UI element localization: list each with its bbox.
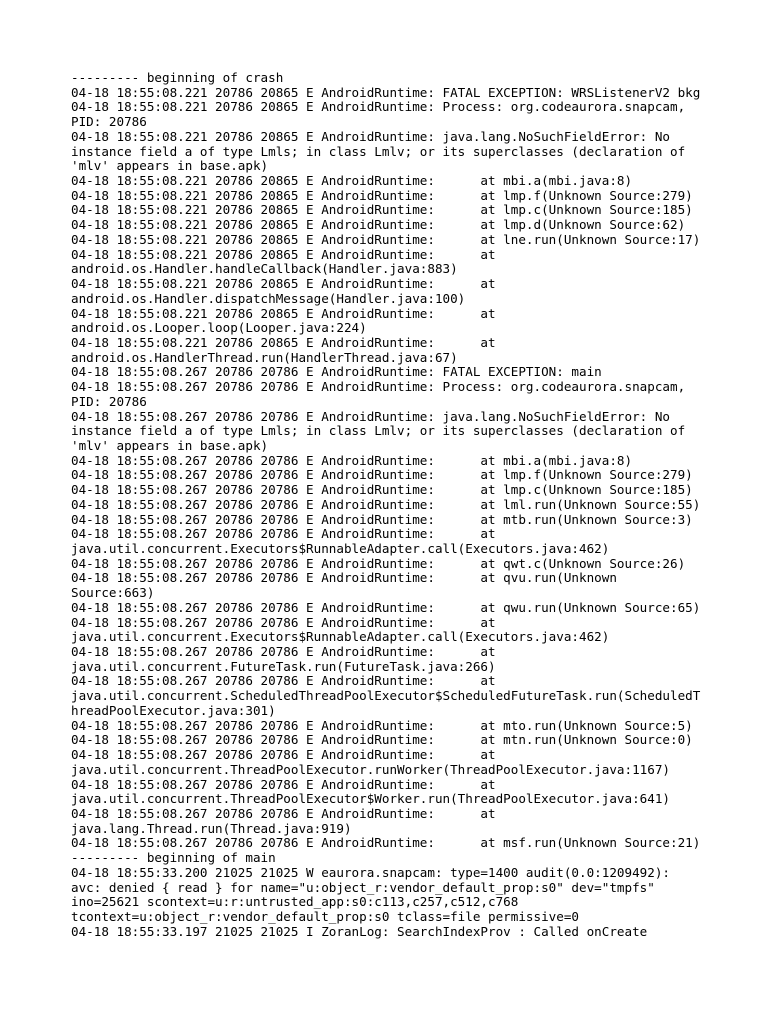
log-line: 04-18 18:55:08.221 20786 20865 E AndroidRuntime: java.lang.NoSuchFieldError: No xyxy=(71,128,670,144)
log-line: 04-18 18:55:33.200 21025 21025 W eaurora.snapcam: type=1400 audit(0.0:1209492): xyxy=(71,864,670,880)
log-line: 04-18 18:55:08.221 20786 20865 E AndroidRuntime: Process: org.codeaurora.snapcam, xyxy=(71,99,686,115)
log-line: java.util.concurrent.FutureTask.run(FutureTask.java:266) xyxy=(71,658,496,674)
log-line: PID: 20786 xyxy=(71,393,147,409)
log-line: 04-18 18:55:08.267 20786 20786 E AndroidRuntime: at mtn.run(Unknown Source:0) xyxy=(71,732,693,748)
log-line: java.util.concurrent.ThreadPoolExecutor.runWorker(ThreadPoolExecutor.java:1167) xyxy=(71,761,670,777)
log-line: java.util.concurrent.Executors$RunnableAdapter.call(Executors.java:462) xyxy=(71,541,610,556)
log-line: 04-18 18:55:08.267 20786 20786 E AndroidRuntime: FATAL EXCEPTION: main xyxy=(71,364,602,380)
log-line: avc: denied { read } for name="u:object_r:vendor_default_prop:s0" dev="tmpfs" xyxy=(71,879,655,895)
log-line: 04-18 18:55:08.267 20786 20786 E AndroidRuntime: at mbi.a(mbi.java:8) xyxy=(71,452,633,468)
log-line: 04-18 18:55:08.267 20786 20786 E AndroidRuntime: at lmp.f(Unknown Source:279) xyxy=(71,467,693,483)
log-line: java.lang.Thread.run(Thread.java:919) xyxy=(71,820,352,836)
log-line: android.os.Handler.dispatchMessage(Handler.java:100) xyxy=(71,290,466,306)
log-line: 04-18 18:55:08.221 20786 20865 E AndroidRuntime: FATAL EXCEPTION: WRSListenerV2 bkg xyxy=(71,84,701,100)
log-line: 04-18 18:55:08.267 20786 20786 E AndroidRuntime: at xyxy=(71,614,496,630)
log-line: 04-18 18:55:08.221 20786 20865 E AndroidRuntime: at xyxy=(71,276,496,292)
log-line: 04-18 18:55:08.221 20786 20865 E AndroidRuntime: at mbi.a(mbi.java:8) xyxy=(71,173,633,189)
log-line: 04-18 18:55:33.197 21025 21025 I ZoranLog: SearchIndexProv : Called onCreate xyxy=(71,923,648,939)
log-line: 04-18 18:55:08.221 20786 20865 E AndroidRuntime: at lne.run(Unknown Source:17) xyxy=(71,231,701,247)
log-line: android.os.Looper.loop(Looper.java:224) xyxy=(71,320,367,336)
log-line: 04-18 18:55:08.267 20786 20786 E AndroidRuntime: at qwu.run(Unknown Source:65) xyxy=(71,599,701,615)
log-line: 04-18 18:55:08.267 20786 20786 E AndroidRuntime: at xyxy=(71,747,496,763)
log-line: 04-18 18:55:08.267 20786 20786 E AndroidRuntime: at qvu.run(Unknown xyxy=(71,570,617,586)
log-document xyxy=(71,71,711,939)
log-line: 04-18 18:55:08.267 20786 20786 E AndroidRuntime: java.lang.NoSuchFieldError: No xyxy=(71,408,670,424)
log-line: 04-18 18:55:08.221 20786 20865 E AndroidRuntime: at xyxy=(71,305,496,321)
log-line: android.os.HandlerThread.run(HandlerThread.java:67) xyxy=(71,349,458,365)
log-line: 'mlv' appears in base.apk) xyxy=(71,437,269,453)
log-line: 04-18 18:55:08.267 20786 20786 E AndroidRuntime: at xyxy=(71,805,496,821)
log-line: 04-18 18:55:08.221 20786 20865 E AndroidRuntime: at xyxy=(71,334,496,350)
log-line: 04-18 18:55:08.267 20786 20786 E AndroidRuntime: at lml.run(Unknown Source:55) xyxy=(71,496,701,512)
log-line: java.util.concurrent.Executors$RunnableAdapter.call(Executors.java:462) xyxy=(71,629,610,645)
log-line: instance field a of type Lmls; in class Lmlv; or its superclasses (declaration of xyxy=(71,423,686,439)
log-line: 04-18 18:55:08.267 20786 20786 E AndroidRuntime: at mto.run(Unknown Source:5) xyxy=(71,717,693,733)
log-line: android.os.Handler.handleCallback(Handler.java:883) xyxy=(71,261,458,277)
log-line: 04-18 18:55:08.267 20786 20786 E AndroidRuntime: at xyxy=(71,673,496,689)
log-line: 04-18 18:55:08.221 20786 20865 E AndroidRuntime: at lmp.c(Unknown Source:185) xyxy=(71,202,693,218)
log-line: hreadPoolExecutor.java:301) xyxy=(71,702,276,718)
log-line: 04-18 18:55:08.267 20786 20786 E AndroidRuntime: Process: org.codeaurora.snapcam, xyxy=(71,379,686,395)
log-line: instance field a of type Lmls; in class Lmlv; or its superclasses (declaration of xyxy=(71,143,686,159)
log-line: 04-18 18:55:08.267 20786 20786 E AndroidRuntime: at msf.run(Unknown Source:21) xyxy=(71,835,701,851)
log-line: ino=25621 scontext=u:r:untrusted_app:s0:c113,c257,c512,c768 xyxy=(71,894,519,910)
log-line: 04-18 18:55:08.267 20786 20786 E AndroidRuntime: at lmp.c(Unknown Source:185) xyxy=(71,482,693,498)
log-line: 'mlv' appears in base.apk) xyxy=(71,158,269,174)
log-line: Source:663) xyxy=(71,585,155,601)
log-line: 04-18 18:55:08.221 20786 20865 E AndroidRuntime: at lmp.d(Unknown Source:62) xyxy=(71,217,686,233)
log-line: PID: 20786 xyxy=(71,114,147,130)
log-line: java.util.concurrent.ThreadPoolExecutor$Worker.run(ThreadPoolExecutor.java:641) xyxy=(71,791,670,807)
log-line: 04-18 18:55:08.267 20786 20786 E AndroidRuntime: at xyxy=(71,776,496,792)
log-line: java.util.concurrent.ScheduledThreadPoolExecutor$ScheduledFutureTask.run(ScheduledT xyxy=(71,688,701,704)
log-line: tcontext=u:object_r:vendor_default_prop:s0 tclass=file permissive=0 xyxy=(71,908,579,924)
log-line: --------- beginning of main xyxy=(71,850,276,866)
log-line: 04-18 18:55:08.267 20786 20786 E AndroidRuntime: at xyxy=(71,644,496,660)
log-line: 04-18 18:55:08.221 20786 20865 E AndroidRuntime: at xyxy=(71,246,496,262)
log-line: --------- beginning of crash xyxy=(71,70,284,85)
log-line: 04-18 18:55:08.267 20786 20786 E AndroidRuntime: at mtb.run(Unknown Source:3) xyxy=(71,511,693,527)
log-line: 04-18 18:55:08.267 20786 20786 E AndroidRuntime: at qwt.c(Unknown Source:26) xyxy=(71,555,686,571)
log-line: 04-18 18:55:08.267 20786 20786 E AndroidRuntime: at xyxy=(71,526,496,542)
log-line: 04-18 18:55:08.221 20786 20865 E AndroidRuntime: at lmp.f(Unknown Source:279) xyxy=(71,187,693,203)
